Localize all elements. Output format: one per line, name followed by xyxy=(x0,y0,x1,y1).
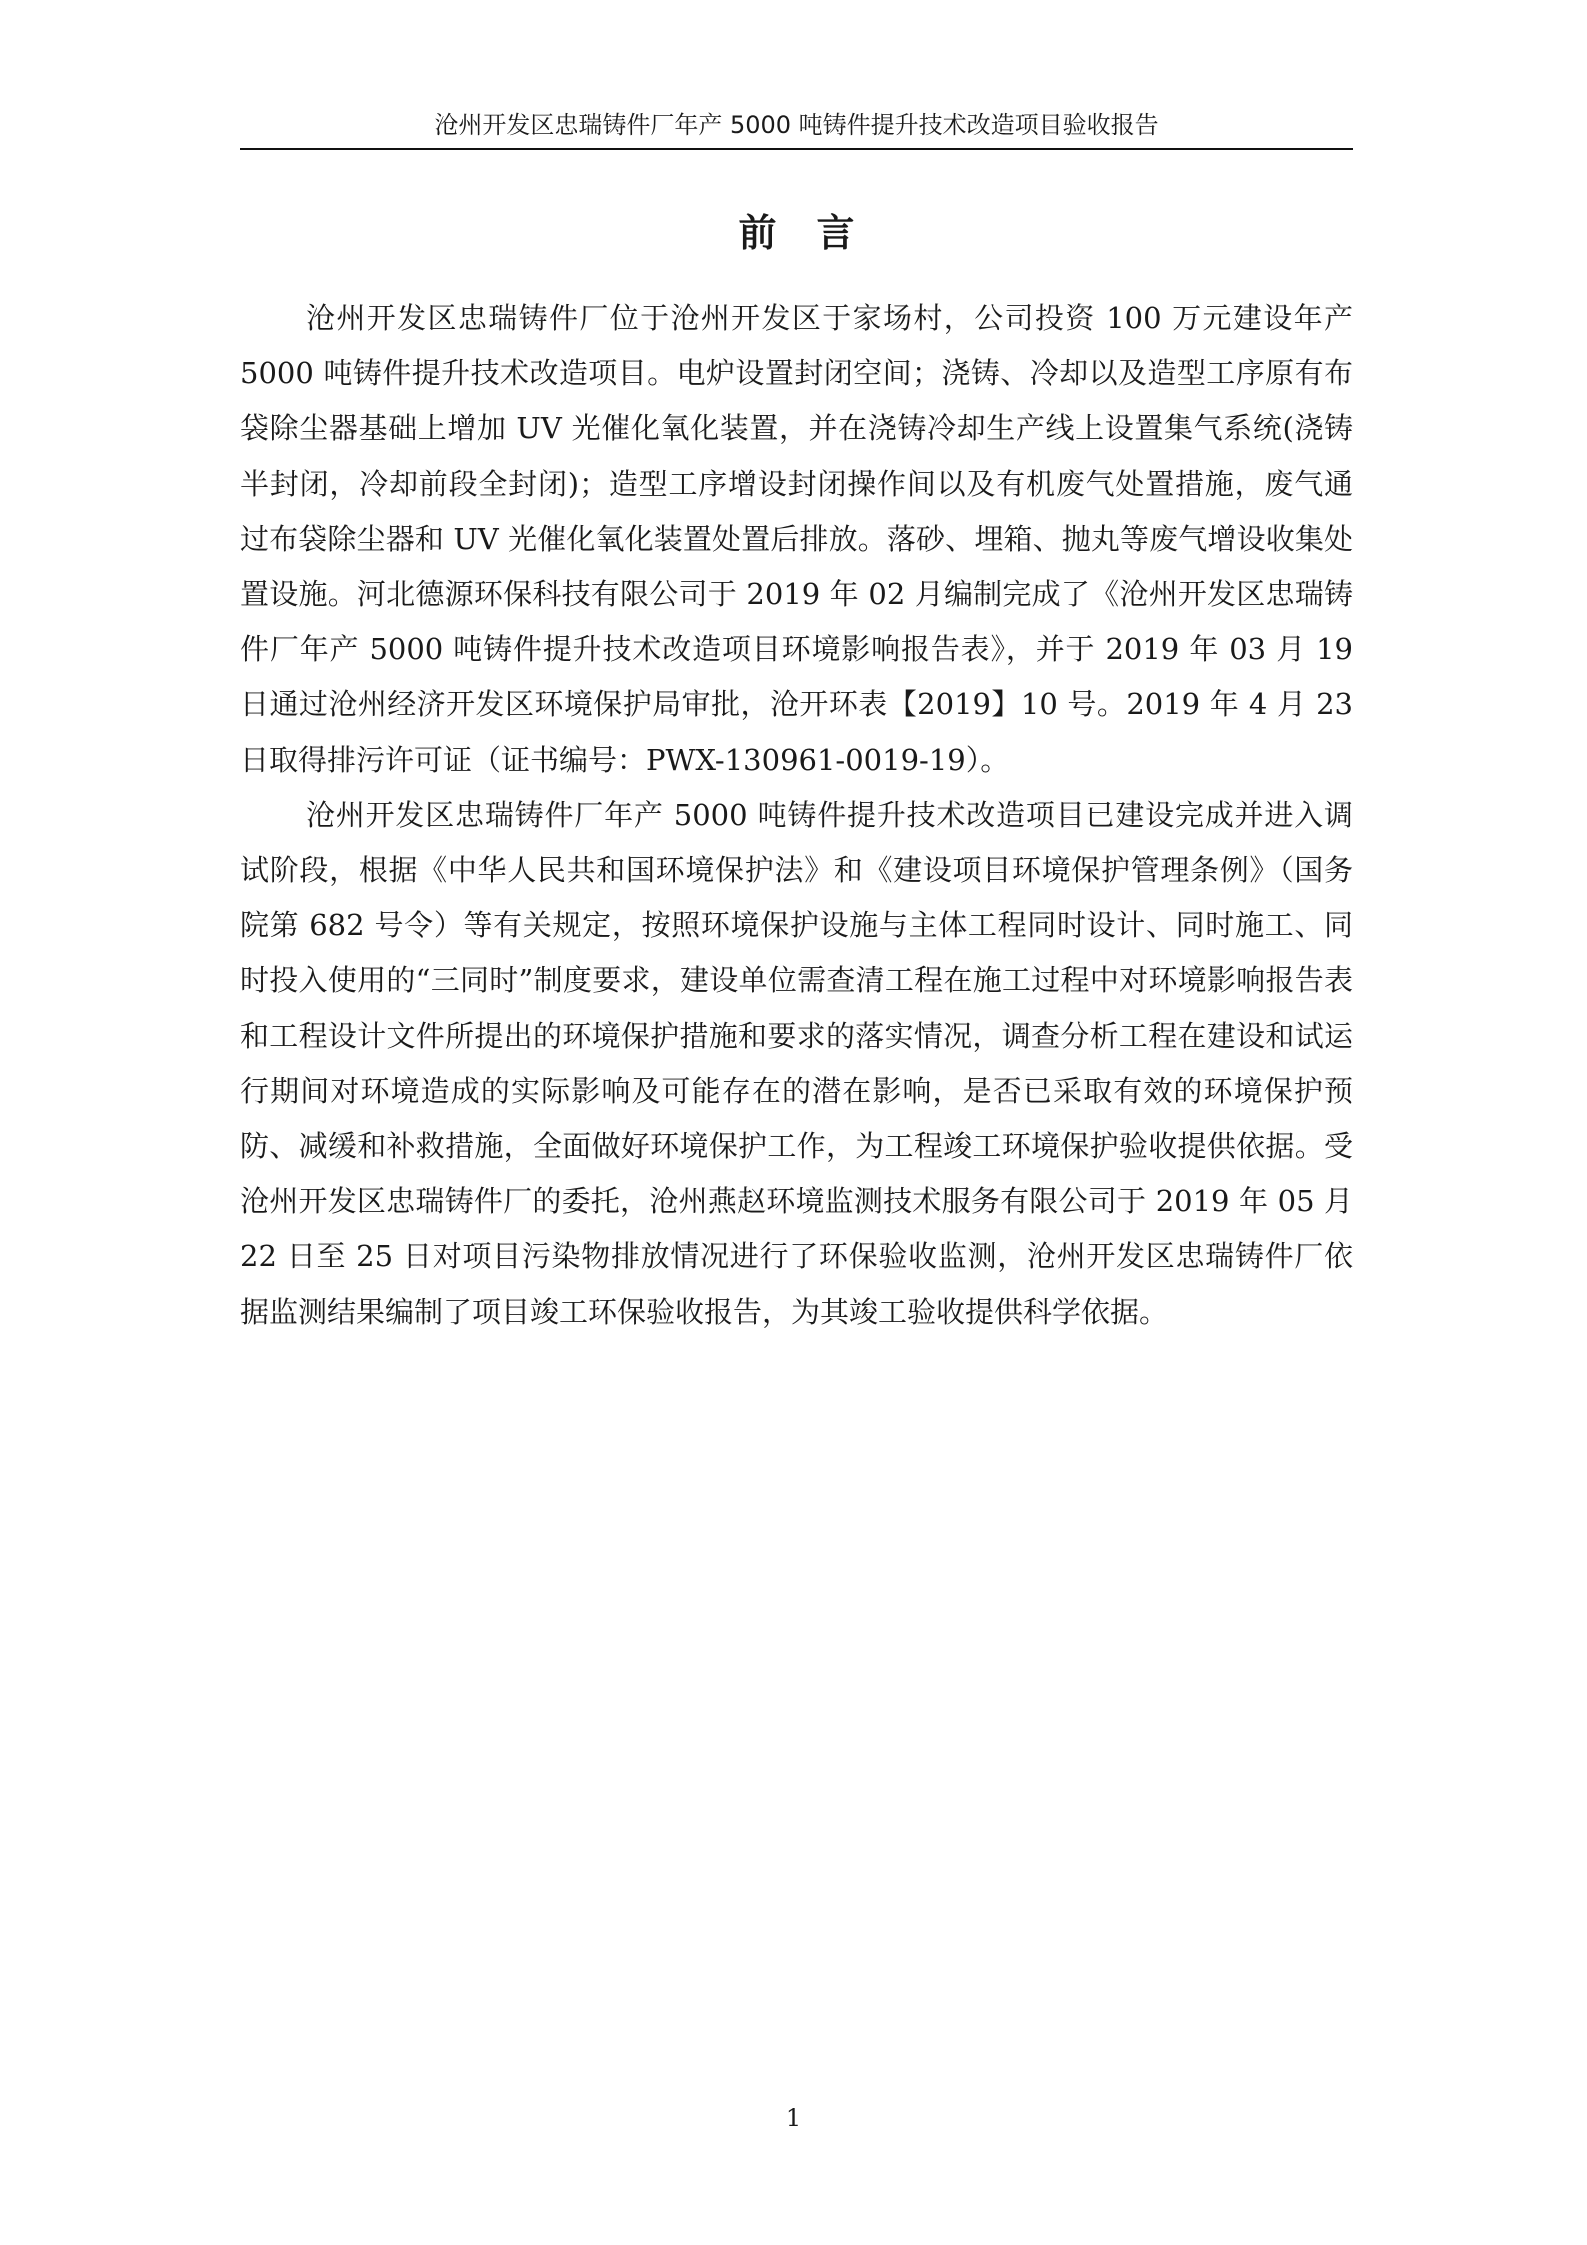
paragraph: 沧州开发区忠瑞铸件厂年产 5000 吨铸件提升技术改造项目已建设完成并进入调试阶段，根据《中华人民共和国环境保护法》和《建设项目环境保护管理条例》（国务院第 682 号令）等有关规定，按照环境保护设施与主体工程同时设计、同时施工、同时投入使用的“三同时”制度要求，建设单位需查清工程在施工过程中对环境影响报告表和工程设计文件所提出的环境保护措施和要求的落实情况，调查分析工程在建设和试运行期间对环境造成的实际影响及可能存在的潜在影响，是否已采取有效的环境保护预防、减缓和补救措施，全面做好环境保护工作，为工程竣工环境保护验收提供依据。受沧州开发区忠瑞铸件厂的委托，沧州燕赵环境监测技术服务有限公司于 2019 年 05 月 22 日至 25 日对项目污染物排放情况进行了环保验收监测，沧州开发区忠瑞铸件厂依据监测结果编制了项目竣工环保验收报告，为其竣工验收提供科学依据。 xyxy=(240,797,1353,1329)
section-title: 前言 xyxy=(738,211,895,255)
body-text xyxy=(240,291,1353,1340)
running-header: 沧州开发区忠瑞铸件厂年产 5000 吨铸件提升技术改造项目验收报告 xyxy=(434,111,1159,139)
paragraph: 沧州开发区忠瑞铸件厂位于沧州开发区于家场村，公司投资 100 万元建设年产 5000 吨铸件提升技术改造项目。电炉设置封闭空间；浇铸、冷却以及造型工序原有布袋除尘器基础上增加 UV 光催化氧化装置，并在浇铸冷却生产线上设置集气系统(浇铸半封闭，冷却前段全封闭)；造型工序增设封闭操作间以及有机废气处置措施，废气通过布袋除尘器和 UV 光催化氧化装置处置后排放。落砂、埋箱、抛丸等废气增设收集处置设施。河北德源环保科技有限公司于 2019 年 02 月编制完成了《沧州开发区忠瑞铸件厂年产 5000 吨铸件提升技术改造项目环境影响报告表》，并于 2019 年 03 月 19 日通过沧州经济开发区环境保护局审批，沧开环表【2019】10 号。2019 年 4 月 23 日取得排污许可证（证书编号：PWX-130961-0019-19）。 xyxy=(240,301,1353,777)
header-divider xyxy=(240,148,1353,150)
page-number: 1 xyxy=(785,2104,802,2132)
